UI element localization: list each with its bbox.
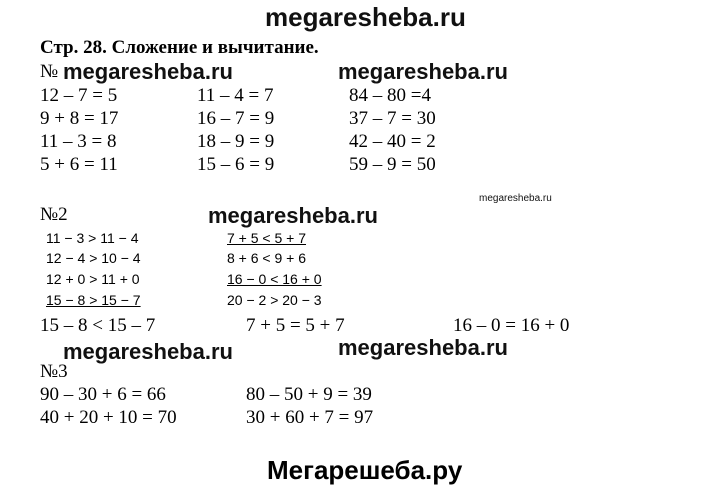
task1-col2-row3: 18 – 9 = 9	[197, 131, 275, 152]
task1-label: №	[40, 61, 59, 82]
task1-col1-row1: 12 – 7 = 5	[40, 85, 118, 106]
watermark-2: megaresheba.ru	[338, 59, 508, 84]
watermark-small: megaresheba.ru	[479, 193, 552, 204]
task1-col2-row2: 16 – 7 = 9	[197, 108, 275, 129]
task1-col2-row1: 11 – 4 = 7	[197, 85, 274, 106]
task2-left-row2: 12 − 4 > 10 − 4	[46, 250, 141, 266]
task3-col2-row1: 80 – 50 + 9 = 39	[246, 384, 372, 405]
task1-col1-row4: 5 + 6 = 11	[40, 154, 118, 175]
task2-left-row4: 15 − 8 > 15 − 7	[46, 292, 141, 308]
task2-right-row3: 16 − 0 < 16 + 0	[227, 271, 322, 287]
task3-col1-row1: 90 – 30 + 6 = 66	[40, 384, 166, 405]
task2-correction-3: 16 – 0 = 16 + 0	[453, 315, 570, 336]
task2-right-row4: 20 − 2 > 20 − 3	[227, 292, 322, 308]
task1-col3-row2: 37 – 7 = 30	[349, 108, 436, 129]
task3-col1-row2: 40 + 20 + 10 = 70	[40, 407, 177, 428]
watermark-top: megaresheba.ru	[265, 2, 466, 32]
task3-col2-row2: 30 + 60 + 7 = 97	[246, 407, 374, 428]
task1-col3-row4: 59 – 9 = 50	[349, 154, 436, 175]
task2-left-row3: 12 + 0 > 11 + 0	[46, 271, 140, 287]
task2-right-row1: 7 + 5 < 5 + 7	[227, 230, 307, 246]
task1-col1-row2: 9 + 8 = 17	[40, 108, 119, 129]
task1-col1-row3: 11 – 3 = 8	[40, 131, 117, 152]
watermark-5: megaresheba.ru	[338, 335, 508, 360]
task1-col3-row1: 84 – 80 =4	[349, 85, 431, 106]
task1-col3-row3: 42 – 40 = 2	[349, 131, 436, 152]
task2-correction-1: 15 – 8 < 15 – 7	[40, 315, 156, 336]
task2-left-row1: 11 − 3 > 11 − 4	[46, 230, 139, 246]
task2-right-row2: 8 + 6 < 9 + 6	[227, 250, 307, 266]
task2-correction-2: 7 + 5 = 5 + 7	[246, 315, 345, 336]
task3-label: №3	[40, 361, 68, 382]
task2-label: №2	[40, 204, 68, 225]
task1-col2-row4: 15 – 6 = 9	[197, 154, 275, 175]
page-heading: Стр. 28. Сложение и вычитание.	[40, 37, 319, 58]
watermark-bottom: Мегарешеба.ру	[267, 455, 463, 485]
watermark-4: megaresheba.ru	[63, 339, 233, 364]
watermark-1: megaresheba.ru	[63, 59, 233, 84]
watermark-3: megaresheba.ru	[208, 203, 378, 228]
